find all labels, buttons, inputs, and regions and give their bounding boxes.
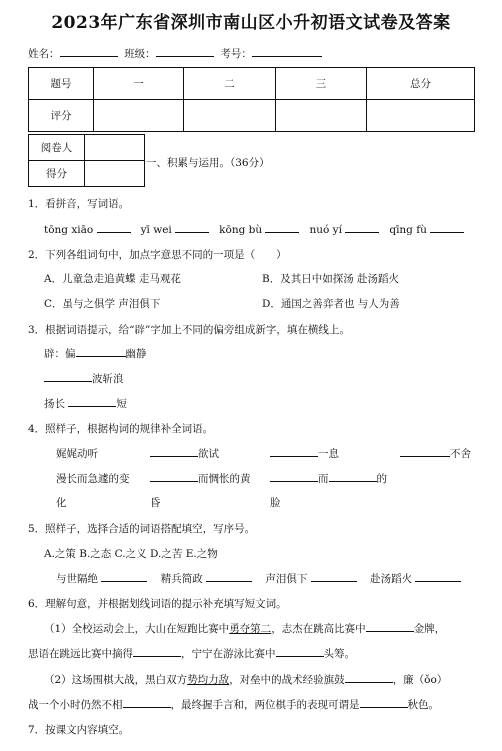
number-blank[interactable] (252, 46, 322, 57)
q3-text: 短 (116, 398, 127, 410)
reviewer-label: 阅卷人 (29, 135, 85, 161)
answer-blank[interactable] (133, 646, 181, 657)
q6-text: 金牌， (413, 623, 446, 635)
q4-cell (150, 446, 219, 461)
answer-blank[interactable] (311, 571, 357, 582)
q5-item: 与世隔绝 (56, 573, 98, 585)
score-cell[interactable] (184, 100, 276, 132)
option-b[interactable]: B．及其日中如探汤 赴汤蹈火 (262, 273, 400, 285)
question-3: 3．根据词语提示，给“辟”字加上不同的偏旁组成新字，填在横线上。 (28, 324, 350, 336)
name-label: 姓名： (28, 48, 60, 60)
answer-blank[interactable] (101, 571, 147, 582)
q5-options: A.之策 B.之态 C.之义 D.之苦 E.之物 (44, 548, 218, 560)
q3-text: 扬长 (44, 398, 65, 410)
q4-text: 脸 (270, 497, 281, 509)
q6-text: ，廉（ǒo） (392, 674, 448, 686)
q6-underlined: 勇夺第二 (229, 623, 272, 635)
answer-blank[interactable] (415, 571, 461, 582)
q3-line-3 (44, 396, 127, 411)
q3-text: 幽静 (125, 348, 147, 360)
answer-blank[interactable] (366, 621, 414, 632)
q6-text: （1）全校运动会上，大山在短跑比赛中 (44, 623, 230, 635)
pinyin-item: nuó yí (309, 224, 342, 236)
q6-line-3 (44, 672, 447, 687)
answer-blank[interactable] (276, 646, 324, 657)
question-1: 1．看拼音，写词语。 (28, 198, 130, 210)
q4-text: 的 (376, 473, 387, 485)
q4-text: 漫长而急遽的变 (56, 473, 130, 485)
q5-item: 赴汤蹈火 (370, 573, 413, 585)
page-title: 2023年广东省深圳市南山区小升初语文试卷及答案 (51, 13, 451, 33)
student-info-line (28, 46, 322, 61)
score-row-label: 评分 (29, 100, 94, 132)
q4-text: 化 (56, 497, 67, 509)
answer-blank[interactable] (123, 697, 171, 708)
answer-blank[interactable] (44, 371, 92, 382)
answer-blank[interactable] (68, 396, 116, 407)
section-heading: 一、积累与运用。（36分） (146, 157, 270, 169)
pinyin-row (44, 222, 464, 236)
question-7: 7．按课文内容填空。 (28, 724, 130, 736)
name-blank[interactable] (60, 46, 118, 57)
q6-text: ，志杰在跳高比赛中 (271, 623, 366, 635)
grader-score-label: 得分 (29, 161, 85, 187)
class-label: 班级： (124, 48, 156, 60)
answer-blank[interactable] (206, 571, 252, 582)
q4-text: 娓娓动听 (56, 448, 98, 460)
answer-blank[interactable] (400, 446, 450, 457)
q6-line-4 (28, 697, 439, 712)
q6-text: 头筹。 (323, 648, 355, 660)
question-5: 5．照样子，选择合适的词语搭配填空，写序号。 (28, 523, 256, 535)
q4-text: 不舍 (450, 448, 471, 460)
answer-blank[interactable] (175, 222, 209, 233)
answer-blank[interactable] (97, 222, 131, 233)
q6-text: 战一个小时仍然不相 (28, 699, 123, 711)
q5-item: 声泪俱下 (265, 573, 308, 585)
option-d[interactable]: D．通国之善弈者也 与人为善 (262, 298, 400, 310)
grader-table (28, 134, 145, 187)
score-header-cell: 三 (276, 68, 367, 100)
q6-text: ，最终握手言和，两位棋手的表现可谓是 (170, 699, 360, 711)
q5-item: 精兵简政 (160, 573, 203, 585)
answer-blank[interactable] (76, 346, 126, 357)
grader-score-cell[interactable] (85, 161, 145, 187)
score-cell[interactable] (94, 100, 184, 132)
score-header-cell: 总分 (367, 68, 475, 100)
answer-blank[interactable] (270, 471, 318, 482)
q3-text: 辟：偏 (44, 348, 76, 360)
q6-line-2 (28, 646, 355, 661)
pinyin-item: yī wei (140, 224, 172, 236)
reviewer-cell[interactable] (85, 135, 145, 161)
q4-text: 而 (318, 473, 329, 485)
option-c[interactable]: C．虽与之俱学 声泪俱下 (44, 298, 161, 310)
pinyin-item: kōng bù (219, 224, 263, 236)
score-header-cell: 题号 (29, 68, 94, 100)
question-2: 2．下列各组词句中，加点字意思不同的一项是（ ） (28, 249, 287, 261)
q4-cell (400, 446, 471, 461)
q4-cell (150, 471, 251, 486)
score-header-cell: 一 (94, 68, 184, 100)
answer-blank[interactable] (270, 446, 318, 457)
answer-blank[interactable] (360, 697, 408, 708)
score-header-cell: 二 (184, 68, 276, 100)
q3-text: 波斩浪 (92, 373, 124, 385)
answer-blank[interactable] (345, 222, 379, 233)
q6-text: ，宁宁在游泳比赛中 (181, 648, 276, 660)
answer-blank[interactable] (265, 222, 299, 233)
option-a[interactable]: A．儿童急走追黄蝶 走马观花 (44, 273, 181, 285)
answer-blank[interactable] (345, 672, 393, 683)
answer-blank[interactable] (329, 471, 377, 482)
answer-blank[interactable] (430, 222, 464, 233)
q4-text: 一息 (318, 448, 339, 460)
q4-cell (270, 471, 387, 486)
q4-cell (270, 446, 339, 461)
question-4: 4．照样子，根据构词的规律补全词语。 (28, 423, 214, 435)
q6-text: 秋色。 (407, 699, 439, 711)
q6-text: 思语在跳远比赛中摘得 (28, 648, 133, 660)
score-cell[interactable] (276, 100, 367, 132)
q4-text: 昏 (150, 497, 161, 509)
q6-text: （2）这场围棋大战，黑白双方 (44, 674, 188, 686)
class-blank[interactable] (156, 46, 214, 57)
q4-text: 而惆怅的黄 (198, 473, 251, 485)
answer-blank[interactable] (150, 446, 198, 457)
q3-line-2 (44, 371, 124, 386)
q5-row (56, 571, 461, 586)
q6-text: ，对垒中的战术经验旗鼓 (229, 674, 345, 686)
score-table (28, 67, 475, 132)
q6-underlined: 势均力敌 (187, 674, 230, 686)
score-cell[interactable] (367, 100, 475, 132)
pinyin-item: qīng fù (389, 224, 427, 236)
pinyin-item: tōng xiāo (44, 224, 94, 236)
q4-text: 欲试 (198, 448, 219, 460)
q6-line-1 (44, 621, 445, 636)
answer-blank[interactable] (150, 471, 198, 482)
q3-line-1 (44, 346, 147, 361)
number-label: 考号： (220, 48, 252, 60)
question-6: 6．理解句意，并根据划线词语的提示补充填写短文词。 (28, 598, 287, 610)
